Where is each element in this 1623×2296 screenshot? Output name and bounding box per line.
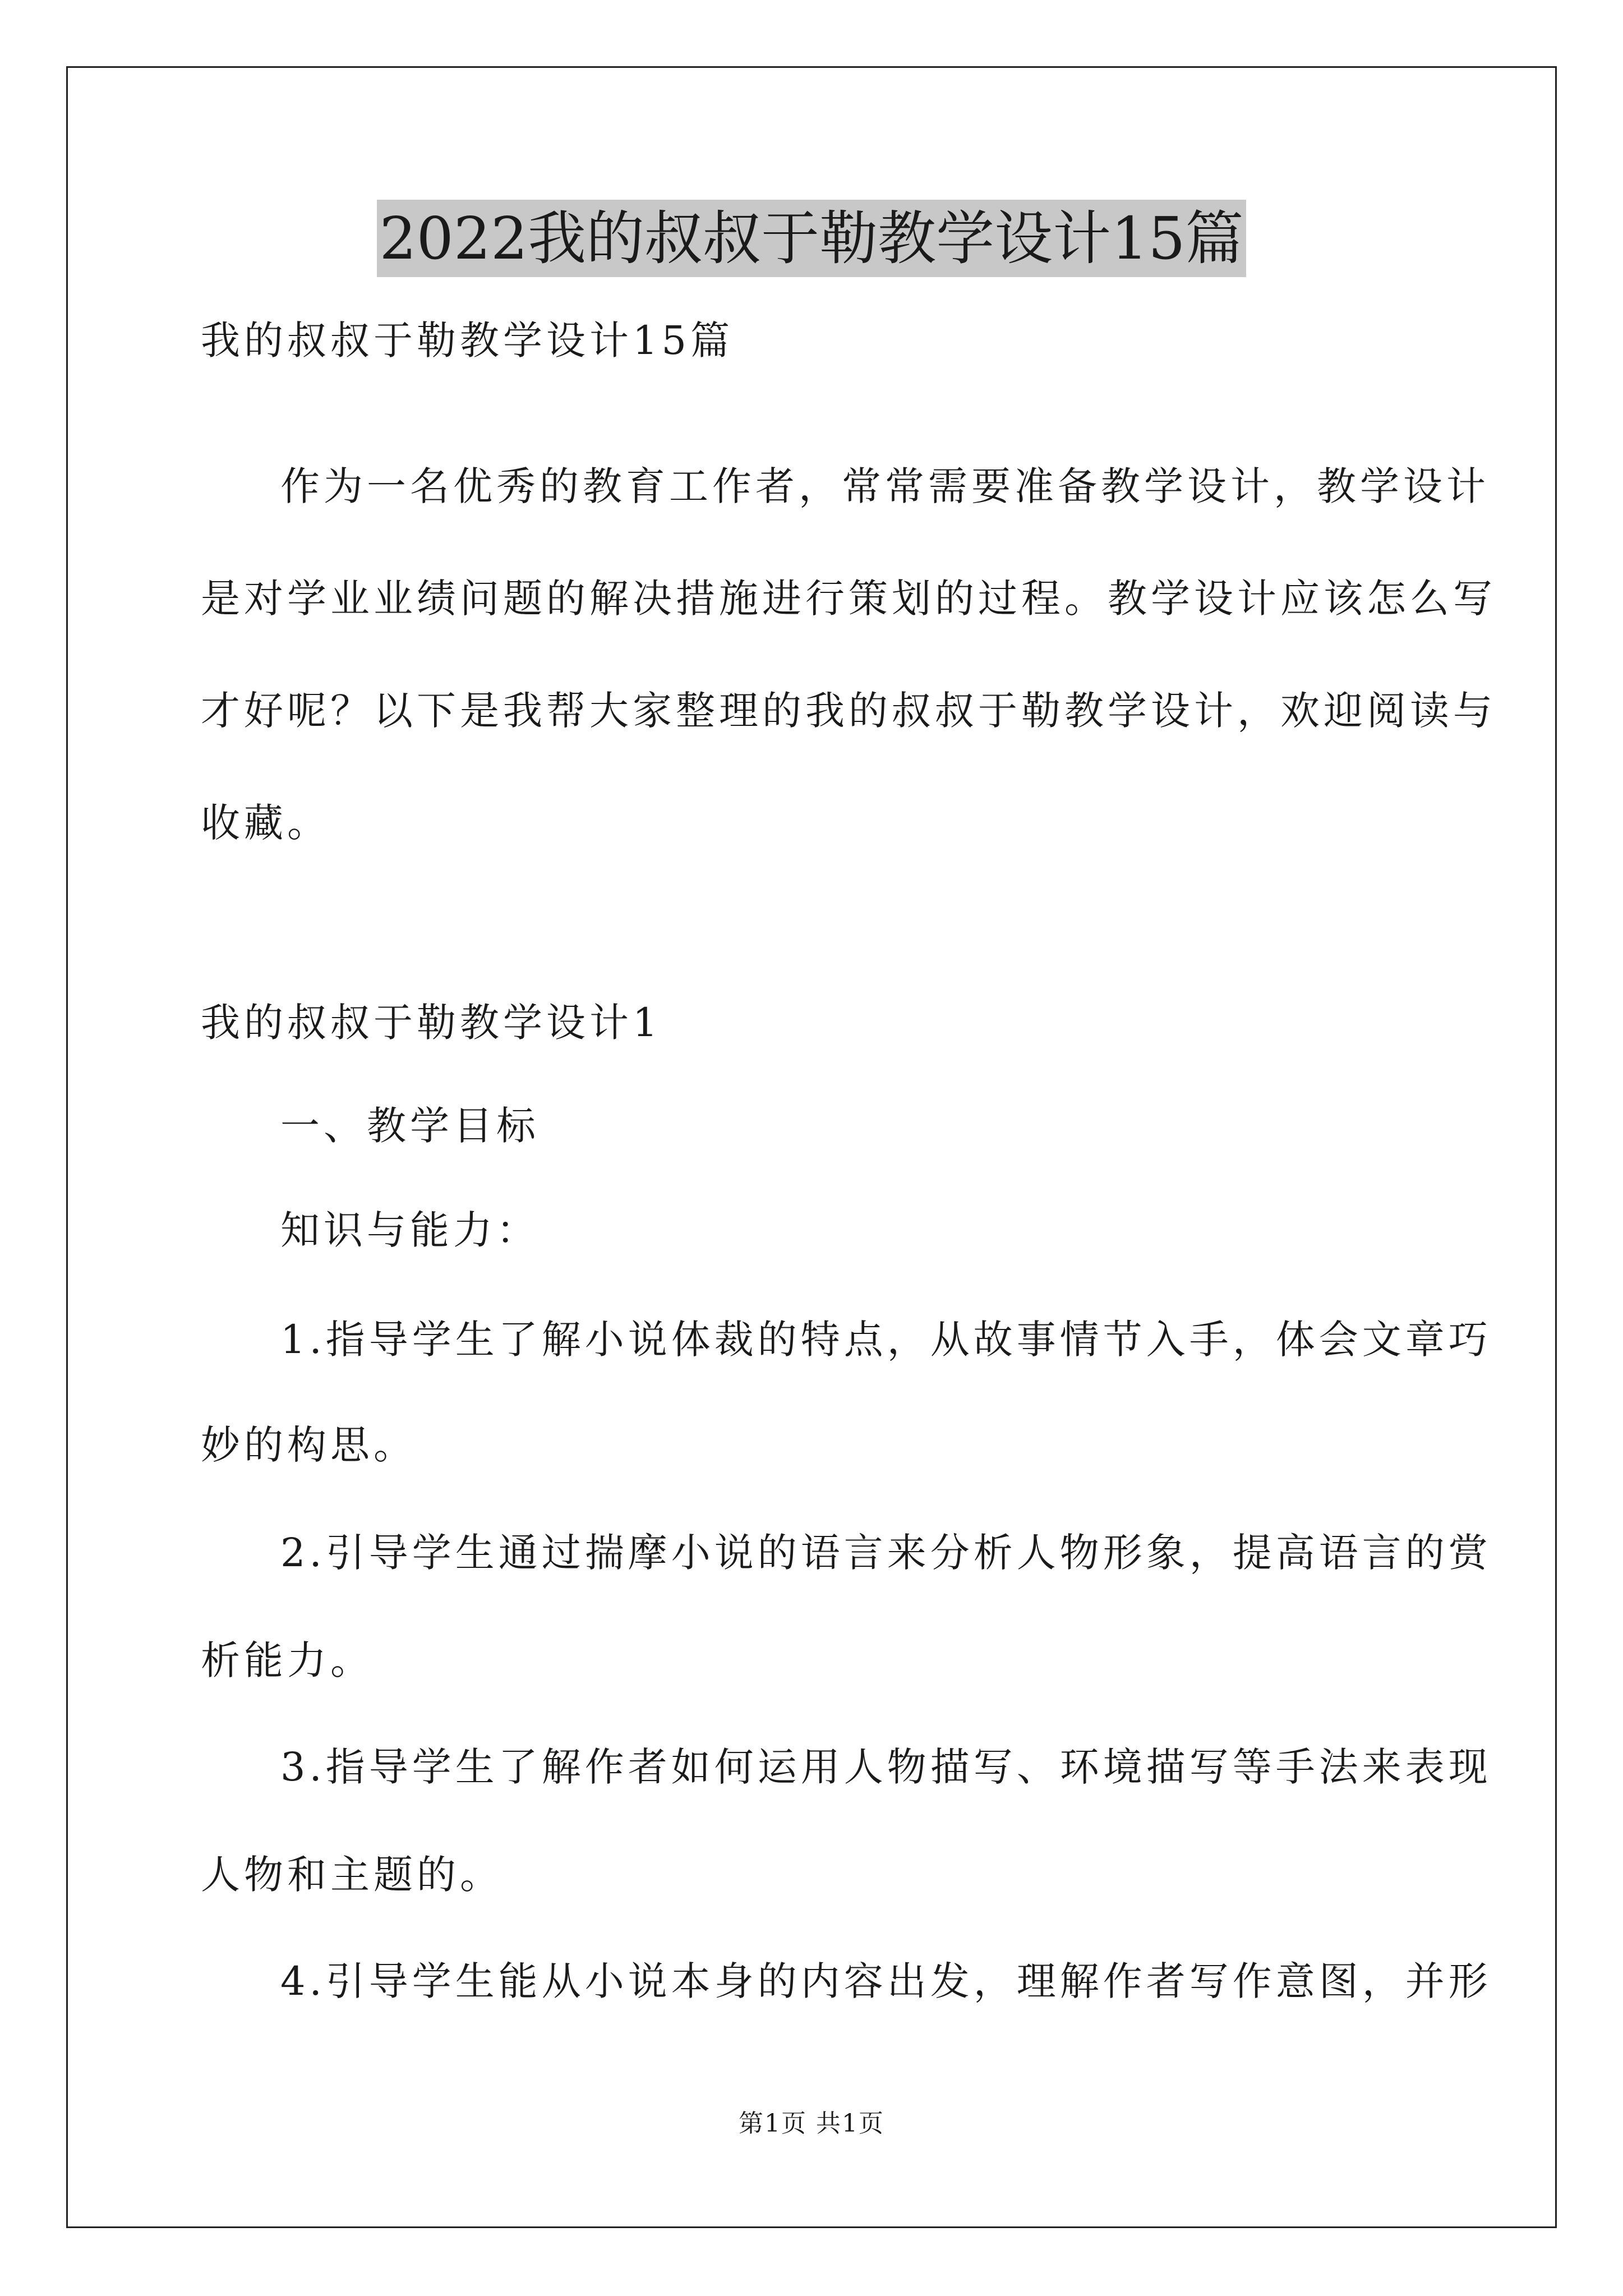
objectives-heading: 一、教学目标 — [280, 1103, 540, 1149]
intro-line-1: 作为一名优秀的教育工作者，常常需要准备教学设计，教学设计 — [280, 463, 1490, 509]
objective-item-2-cont: 析能力。 — [201, 1637, 374, 1683]
knowledge-heading: 知识与能力： — [280, 1207, 540, 1253]
document-subtitle: 我的叔叔于勒教学设计15篇 — [201, 318, 734, 364]
objective-item-3-cont: 人物和主题的。 — [201, 1852, 503, 1898]
intro-line-4: 收藏。 — [201, 800, 330, 846]
intro-line-3: 才好呢？以下是我帮大家整理的我的叔叔于勒教学设计，欢迎阅读与 — [201, 688, 1496, 734]
title-container — [0, 200, 1623, 277]
section-heading: 我的叔叔于勒教学设计1 — [201, 1000, 662, 1046]
page-footer: 第1页 共1页 — [739, 2109, 884, 2138]
intro-line-2: 是对学业业绩问题的解决措施进行策划的过程。教学设计应该怎么写 — [201, 576, 1496, 622]
objective-item-4: 4.引导学生能从小说本身的内容出发，理解作者写作意图，并形 — [280, 1958, 1492, 2004]
objective-item-3: 3.指导学生了解作者如何运用人物描写、环境描写等手法来表现 — [280, 1744, 1492, 1790]
objective-item-1: 1.指导学生了解小说体裁的特点，从故事情节入手，体会文章巧 — [280, 1317, 1492, 1363]
document-title: 2022我的叔叔于勒教学设计15篇 — [377, 200, 1246, 277]
objective-item-2: 2.引导学生通过揣摩小说的语言来分析人物形象，提高语言的赏 — [280, 1530, 1492, 1576]
objective-item-1-cont: 妙的构思。 — [201, 1422, 417, 1468]
